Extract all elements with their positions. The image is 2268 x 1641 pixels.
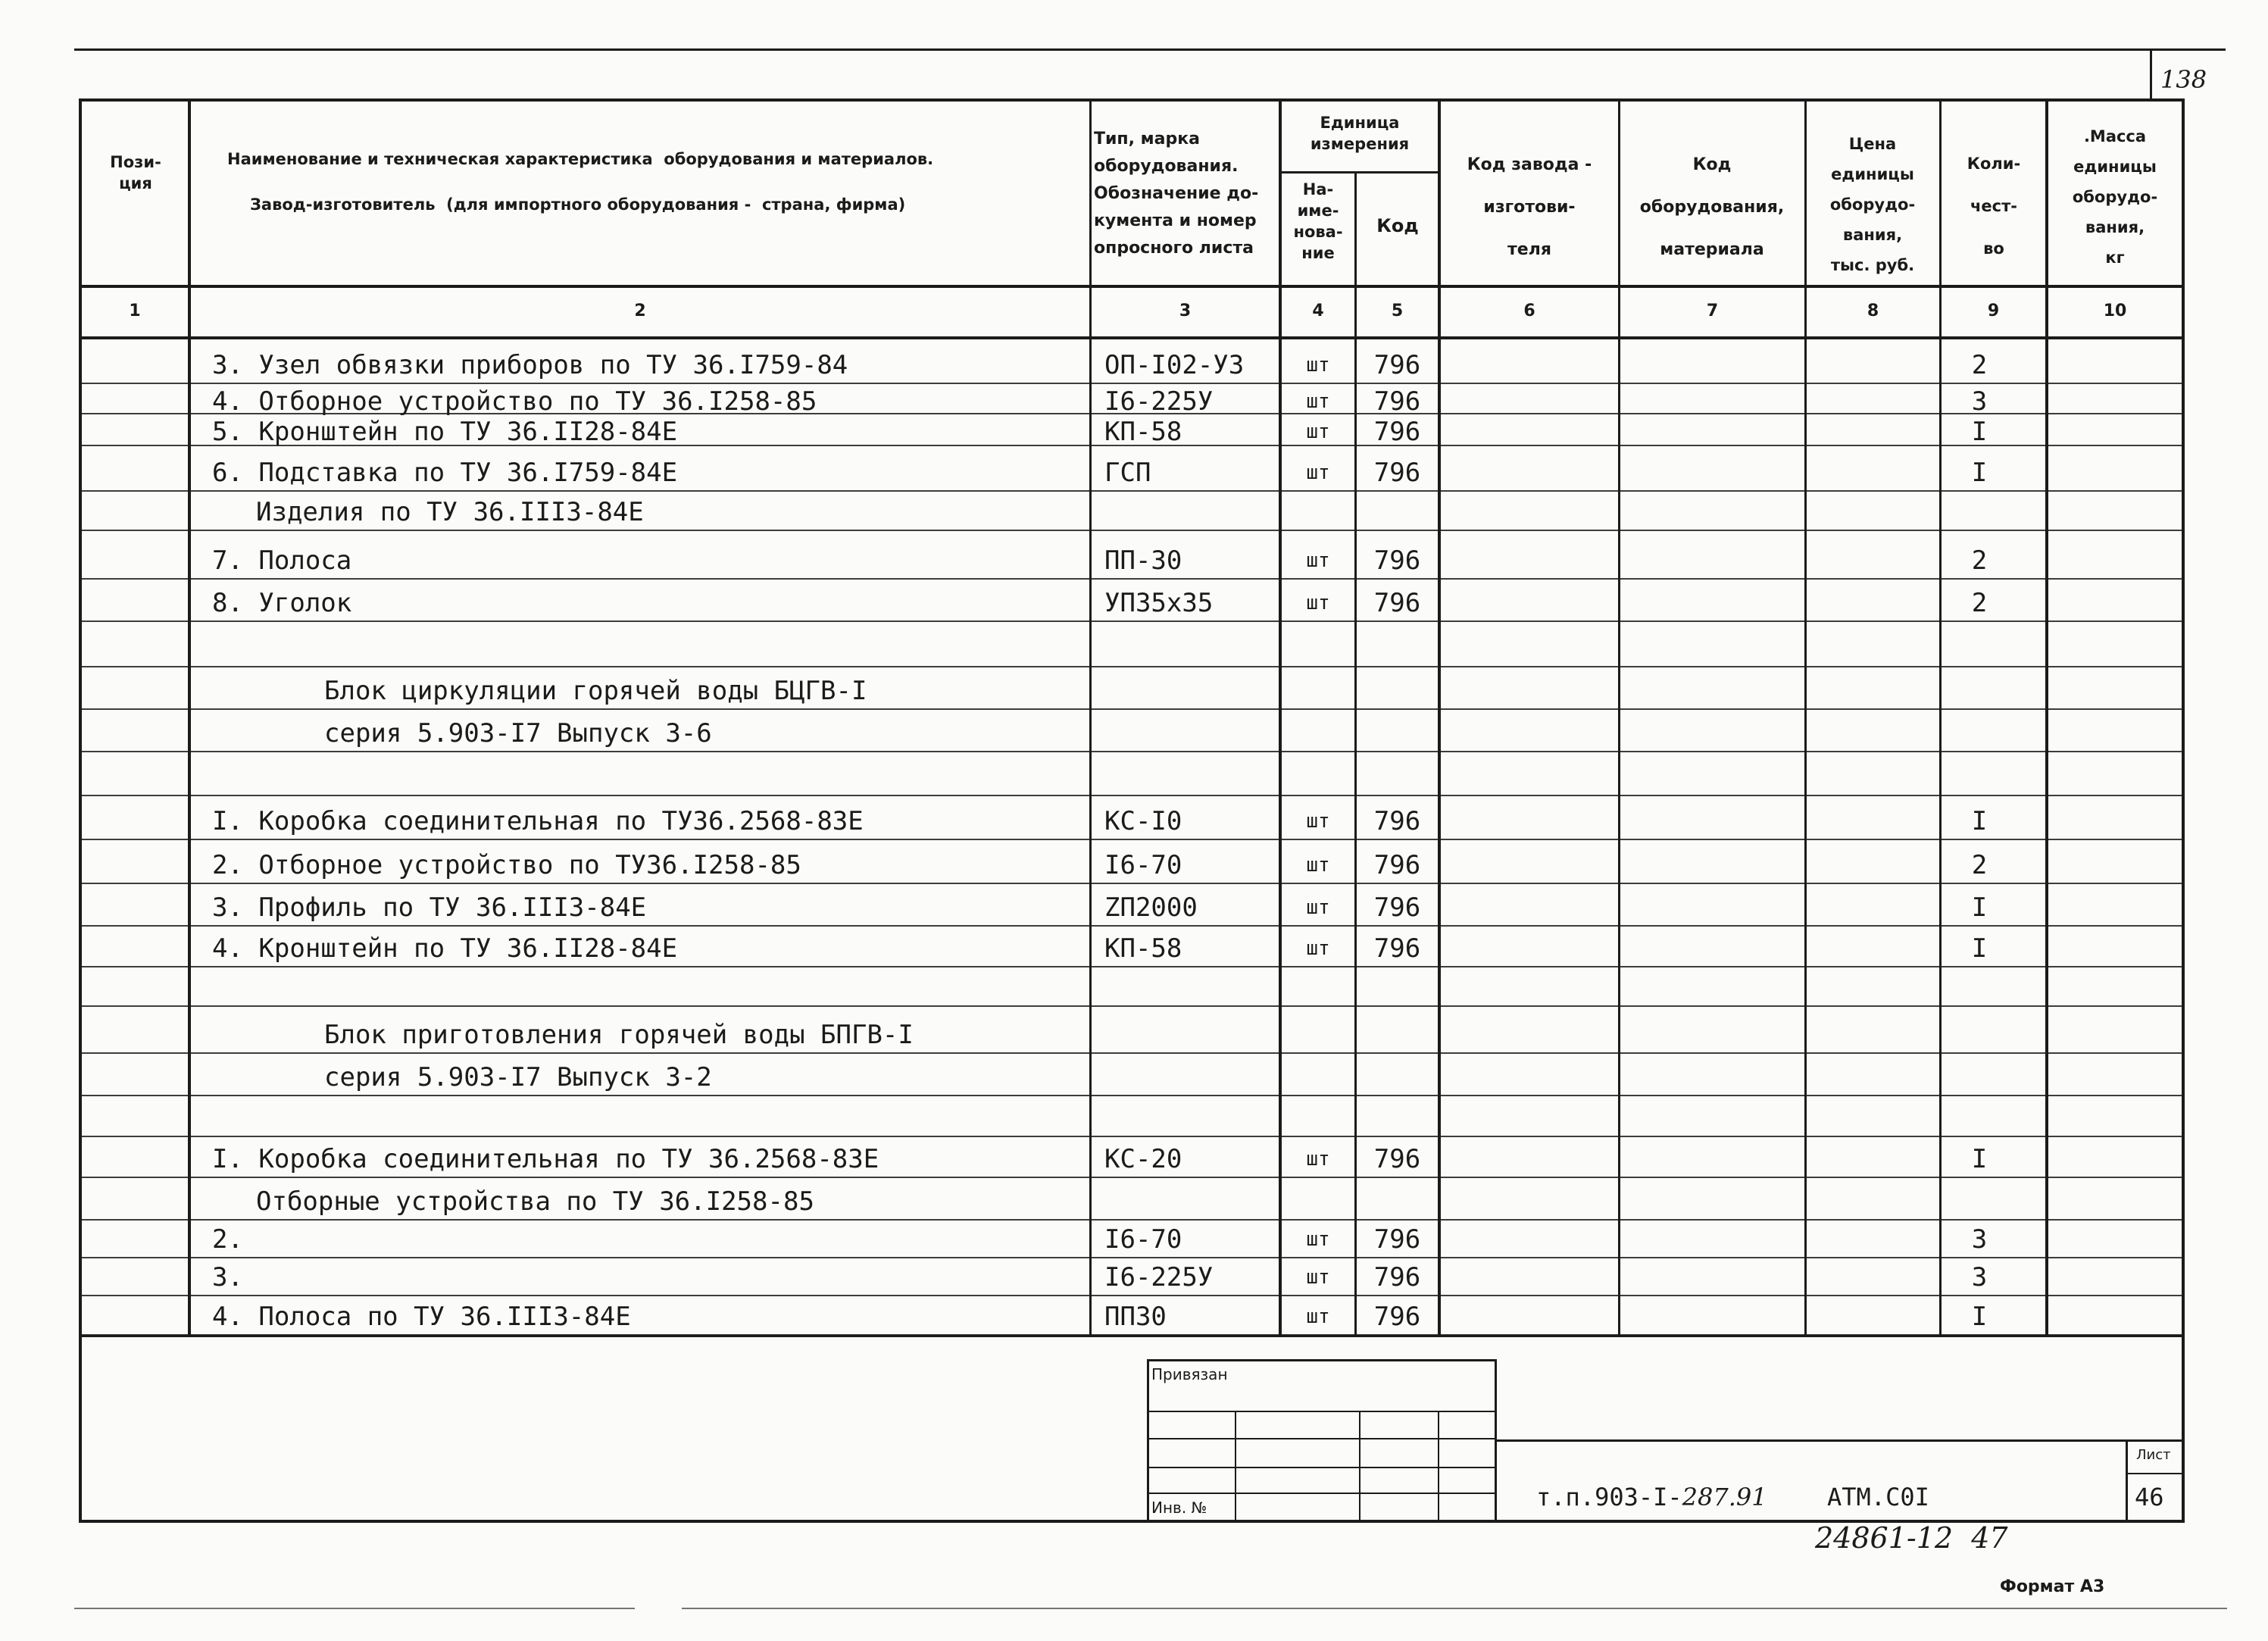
row-unit: шт	[1306, 1266, 1330, 1289]
row-separator	[80, 1334, 2183, 1336]
sheet-corner-number: 138	[2160, 65, 2207, 94]
col-number-6: 6	[1523, 302, 1535, 320]
row-separator	[80, 751, 2183, 752]
row-unit: шт	[1306, 896, 1330, 919]
row-type: I6-70	[1104, 850, 1182, 880]
row-quantity: 2	[1971, 850, 1988, 880]
row-unit: шт	[1306, 390, 1330, 413]
row-separator	[80, 1257, 2183, 1258]
row-quantity: 3	[1971, 1262, 1988, 1292]
row-unit: шт	[1306, 854, 1330, 877]
row-unit-code: 796	[1373, 806, 1421, 836]
stamp-inv-no: Инв. №	[1151, 1499, 1207, 1517]
row-type: ZП2000	[1104, 892, 1198, 923]
document-code-hand: 287.91	[1682, 1483, 1767, 1511]
row-quantity: 3	[1971, 386, 1988, 417]
header-unit-name: На- име- нова- ние	[1293, 180, 1343, 262]
header-quantity: Коли- чест- во	[1967, 155, 2021, 258]
row-type: УП35х35	[1104, 588, 1214, 618]
row-name: 5. Кронштейн по ТУ 36.II28-84Е	[212, 417, 678, 447]
unit-header-rule	[1279, 171, 1441, 173]
row-name: Блок приготовления горячей воды БПГВ-I	[324, 1020, 914, 1050]
row-separator	[80, 795, 2183, 796]
stamp-col-2	[1359, 1411, 1360, 1521]
row-unit-code: 796	[1373, 588, 1421, 618]
row-type: I6-225У	[1104, 386, 1214, 417]
col-number-10: 10	[2103, 302, 2127, 320]
row-name: Изделия по ТУ 36.III3-84Е	[256, 497, 644, 527]
row-separator	[80, 1052, 2183, 1054]
row-quantity: I	[1971, 458, 1988, 488]
col-number-7: 7	[1706, 302, 1719, 320]
col-number-8: 8	[1867, 302, 1879, 320]
row-unit: шт	[1306, 810, 1330, 833]
header-position: Пози- ция	[110, 153, 161, 192]
row-name: 3.	[212, 1262, 243, 1292]
top-rule	[74, 48, 2226, 51]
row-unit-code: 796	[1373, 386, 1421, 417]
row-name: 4. Полоса по ТУ 36.III3-84Е	[212, 1302, 631, 1332]
bottom-rule-left	[74, 1608, 635, 1609]
handwritten-number: 24861-12 47	[1815, 1521, 2008, 1555]
row-type: I6-70	[1104, 1224, 1182, 1255]
row-name: 2.	[212, 1224, 243, 1255]
row-separator	[80, 708, 2183, 710]
col-rule-2	[1089, 100, 1092, 1336]
row-unit-code: 796	[1373, 1224, 1421, 1255]
stamp-row-2	[1147, 1438, 1497, 1439]
row-name: 3. Профиль по ТУ 36.III3-84Е	[212, 892, 647, 923]
header-factory-code: Код завода - изготови- теля	[1467, 155, 1592, 259]
row-quantity: 2	[1971, 588, 1988, 618]
row-separator	[80, 1005, 2183, 1007]
row-separator	[80, 578, 2183, 580]
row-unit-code: 796	[1373, 545, 1421, 576]
document-code-print: т.п.903-I-	[1536, 1483, 1682, 1511]
row-name: Отборные устройства по ТУ 36.I258-85	[256, 1186, 814, 1217]
row-name: серия 5.903-I7 Выпуск 3-6	[324, 718, 712, 749]
stamp-left	[1147, 1359, 1149, 1523]
stamp-row-1	[1147, 1411, 1497, 1412]
stamp-row-4	[1147, 1493, 1497, 1494]
sheet-box-left	[2126, 1439, 2128, 1521]
row-type: I6-225У	[1104, 1262, 1214, 1292]
row-name: 6. Подставка по ТУ 36.I759-84Е	[212, 458, 678, 488]
row-type: ПП30	[1104, 1302, 1167, 1332]
row-quantity: I	[1971, 806, 1988, 836]
row-separator	[80, 1095, 2183, 1096]
row-name: 7. Полоса	[212, 545, 352, 576]
row-quantity: 3	[1971, 1224, 1988, 1255]
row-name: I. Коробка соединительная по ТУ 36.2568-83Е	[212, 1144, 879, 1174]
col-rule-1	[188, 100, 191, 1336]
col-rule-7	[1804, 100, 1807, 1336]
row-name: 3. Узел обвязки приборов по ТУ 36.I759-84	[212, 350, 848, 380]
row-separator	[80, 620, 2183, 622]
row-unit-code: 796	[1373, 350, 1421, 380]
row-name: 4. Отборное устройство по ТУ 36.I258-85	[212, 386, 817, 417]
stamp-col-3	[1438, 1411, 1439, 1521]
row-unit-code: 796	[1373, 417, 1421, 447]
row-unit: шт	[1306, 1305, 1330, 1328]
col-number-1: 1	[129, 302, 141, 320]
row-unit: шт	[1306, 549, 1330, 572]
col-number-5: 5	[1391, 302, 1404, 320]
row-name: Блок циркуляции горячей воды БЦГВ-I	[324, 676, 867, 706]
col-number-4: 4	[1312, 302, 1324, 320]
col-number-2: 2	[634, 302, 646, 320]
row-separator	[80, 1219, 2183, 1221]
row-separator	[80, 1136, 2183, 1137]
row-unit-code: 796	[1373, 850, 1421, 880]
row-type: КС-20	[1104, 1144, 1182, 1174]
header-mass: .Масса единицы оборудо- вания, кг	[2072, 127, 2158, 267]
row-quantity: I	[1971, 892, 1988, 923]
row-unit-code: 796	[1373, 933, 1421, 964]
col-number-3: 3	[1179, 302, 1192, 320]
stamp-top	[1147, 1359, 1497, 1361]
row-unit: шт	[1306, 354, 1330, 377]
col-rule-9	[2045, 100, 2048, 1336]
colnum-bottom-rule	[80, 336, 2183, 339]
header-name-line2: Завод-изготовитель (для импортного оборудования - страна, фирма)	[250, 195, 906, 214]
row-unit-code: 796	[1373, 1144, 1421, 1174]
row-quantity: I	[1971, 1144, 1988, 1174]
row-separator	[80, 1295, 2183, 1296]
header-type: Тип, марка оборудования. Обозначение до- кумента и номер опросного листа	[1094, 130, 1259, 258]
row-type: ПП-30	[1104, 545, 1182, 576]
row-name: I. Коробка соединительная по ТУ36.2568-83Е	[212, 806, 864, 836]
row-unit: шт	[1306, 1148, 1330, 1171]
bottom-rule-right	[682, 1608, 2227, 1609]
row-type: ГСП	[1104, 458, 1151, 488]
stamp-col-1	[1235, 1411, 1236, 1521]
row-quantity: 2	[1971, 545, 1988, 576]
header-bottom-rule	[80, 285, 2183, 288]
row-name: серия 5.903-I7 Выпуск 3-2	[324, 1062, 712, 1092]
row-name: 4. Кронштейн по ТУ 36.II28-84Е	[212, 933, 678, 964]
row-separator	[80, 383, 2183, 384]
row-separator	[80, 1177, 2183, 1178]
sheet-label: Лист	[2136, 1447, 2171, 1463]
format-label: Формат А3	[2000, 1577, 2105, 1596]
sheet-code: АТМ.С0I	[1827, 1483, 1929, 1511]
sheet-number: 46	[2135, 1483, 2164, 1511]
row-quantity: I	[1971, 933, 1988, 964]
row-separator	[80, 530, 2183, 531]
row-unit: шт	[1306, 420, 1330, 443]
header-unit-code: Код	[1376, 215, 1419, 236]
row-quantity: 2	[1971, 350, 1988, 380]
row-type: ОП-I02-УЗ	[1104, 350, 1245, 380]
row-unit-code: 796	[1373, 1262, 1421, 1292]
row-name: 2. Отборное устройство по ТУ36.I258-85	[212, 850, 801, 880]
row-type: КС-I0	[1104, 806, 1182, 836]
row-separator	[80, 883, 2183, 884]
row-type: КП-58	[1104, 933, 1182, 964]
document-code	[1536, 1482, 1767, 1512]
row-unit-code: 796	[1373, 892, 1421, 923]
col-rule-6	[1618, 100, 1620, 1336]
row-unit-code: 796	[1373, 458, 1421, 488]
row-type: КП-58	[1104, 417, 1182, 447]
table-top-border	[80, 98, 2185, 102]
row-quantity: I	[1971, 1302, 1988, 1332]
header-name-line1: Наименование и техническая характеристика оборудования и материалов.	[227, 150, 934, 168]
row-separator	[80, 839, 2183, 840]
col-number-9: 9	[1987, 302, 2000, 320]
row-separator	[80, 666, 2183, 667]
col-rule-5	[1438, 100, 1441, 1336]
stamp-row-3	[1147, 1467, 1497, 1468]
row-separator	[80, 925, 2183, 927]
row-unit: шт	[1306, 937, 1330, 960]
table-right-border	[2182, 98, 2185, 1523]
titleblock-top	[1497, 1439, 2183, 1442]
row-unit: шт	[1306, 1228, 1330, 1251]
row-unit: шт	[1306, 461, 1330, 484]
header-unit: Единица измерения	[1310, 114, 1410, 153]
row-separator	[80, 966, 2183, 967]
header-price: Цена единицы оборудо- вания, тыс. руб.	[1829, 135, 1916, 274]
row-quantity: I	[1971, 417, 1988, 447]
sheet-box-mid	[2126, 1473, 2183, 1474]
row-separator	[80, 490, 2183, 492]
header-equipment-code: Код оборудования, материала	[1639, 155, 1785, 259]
corner-box-left	[2150, 48, 2152, 102]
row-unit-code: 796	[1373, 1302, 1421, 1332]
row-unit: шт	[1306, 592, 1330, 614]
row-name: 8. Уголок	[212, 588, 352, 618]
stamp-privyazan: Привязан	[1151, 1365, 1228, 1383]
